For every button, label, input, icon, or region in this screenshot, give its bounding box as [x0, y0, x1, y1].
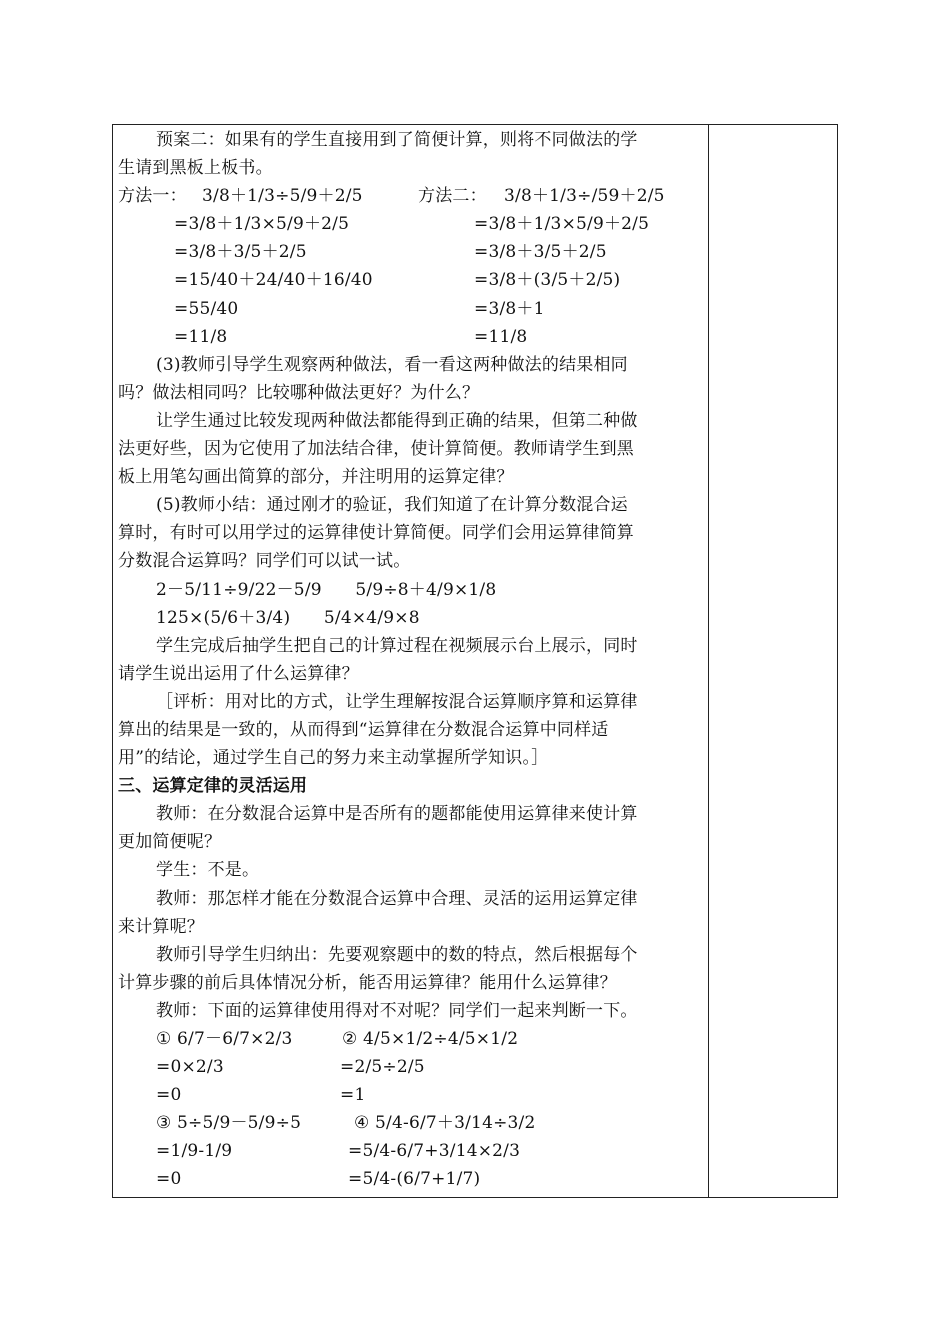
judge-expression: ① 6/7－6/7×2/3: [156, 1029, 293, 1049]
method1-step: =11/8: [174, 326, 228, 347]
judge-row: [118, 1053, 704, 1081]
text-line: (5)教师小结：通过刚才的验证，我们知道了在计算分数混合运: [156, 495, 628, 516]
judge-row: [118, 1025, 704, 1053]
method-row: [118, 323, 704, 351]
text-line: 教师：下面的运算律使用得对不对呢？同学们一起来判断一下。: [156, 1000, 638, 1021]
text-line: 让学生通过比较发现两种做法都能得到正确的结果，但第二种做: [156, 410, 638, 431]
method2-step: =3/8＋1: [474, 298, 545, 319]
text-line: 来计算呢？: [118, 916, 204, 937]
judge-row: [118, 1109, 704, 1137]
judge-step: =0×2/3: [156, 1057, 224, 1078]
exercise-line: 2－5/11÷9/22－5/9 5/9÷8＋4/9×1/8: [156, 579, 497, 600]
text-line: 请学生说出运用了什么运算律？: [118, 663, 359, 684]
judge-step: =1/9-1/9: [156, 1141, 233, 1162]
judge-step: =0: [156, 1085, 182, 1106]
judge-step: =5/4-(6/7+1/7): [348, 1169, 481, 1190]
method1-step: =15/40＋24/40＋16/40: [174, 270, 373, 291]
method1-expression: 3/8＋1/3÷5/9＋2/5: [202, 186, 363, 207]
text-line: 更加简便呢？: [118, 832, 222, 853]
text-line: 算时，有时可以用学过的运算律使计算简便。同学们会用运算律简算: [118, 523, 634, 544]
section-heading: 三、运算定律的灵活运用: [118, 776, 308, 797]
method-row: [118, 266, 704, 294]
column-divider: [708, 124, 709, 1198]
judge-step: =5/4-6/7+3/14×2/3: [348, 1141, 521, 1162]
text-line: 生请到黑板上板书。: [118, 158, 273, 179]
judge-row: [118, 1137, 704, 1165]
method2-label: 方法二：: [418, 186, 487, 207]
judge-step: =1: [340, 1085, 366, 1106]
text-line: 分数混合运算吗？同学们可以试一试。: [118, 551, 411, 572]
text-line: (3)教师引导学生观察两种做法，看一看这两种做法的结果相同: [156, 354, 628, 375]
text-line: 法更好些，因为它使用了加法结合律，使计算简便。教师请学生到黑: [118, 439, 634, 460]
judge-step: =2/5÷2/5: [340, 1057, 425, 1078]
text-line: 预案二：如果有的学生直接用到了简便计算，则将不同做法的学: [156, 130, 638, 150]
method1-step: =3/8＋1/3×5/9＋2/5: [174, 214, 350, 235]
judge-row: [118, 1165, 704, 1193]
judge-expression: ③ 5÷5/9－5/9÷5: [156, 1113, 302, 1134]
method2-expression: 3/8＋1/3÷/59＋2/5: [504, 186, 665, 207]
comment-line: 算出的结果是一致的，从而得到“运算律在分数混合运算中同样适: [118, 719, 609, 740]
method2-step: =3/8＋(3/5＋2/5): [474, 270, 621, 291]
method-row: [118, 210, 704, 238]
lesson-content: [118, 126, 704, 1194]
exercise-line: 125×(5/6＋3/4) 5/4×4/9×8: [156, 607, 420, 628]
comment-line: 用”的结论，通过学生自己的努力来主动掌握所学知识。］: [118, 748, 549, 769]
method2-step: =3/8＋1/3×5/9＋2/5: [474, 214, 650, 235]
text-line: 板上用笔勾画出简算的部分，并注明用的运算定律？: [118, 467, 514, 488]
text-line: 教师：那怎样才能在分数混合运算中合理、灵活的运用运算定律: [156, 888, 638, 909]
method2-step: =3/8＋3/5＋2/5: [474, 242, 607, 263]
method-row: [118, 238, 704, 266]
judge-expression: ② 4/5×1/2÷4/5×1/2: [342, 1029, 519, 1049]
text-line: 学生：不是。: [156, 860, 260, 881]
comment-line: ［评析：用对比的方式，让学生理解按混合运算顺序算和运算律: [156, 691, 638, 712]
judge-row: [118, 1081, 704, 1109]
text-line: 教师：在分数混合运算中是否所有的题都能使用运算律来使计算: [156, 804, 638, 825]
text-line: 教师引导学生归纳出：先要观察题中的数的特点，然后根据每个: [156, 944, 638, 965]
text-line: 计算步骤的前后具体情况分析，能否用运算律？能用什么运算律？: [118, 972, 617, 993]
method1-label: 方法一：: [118, 186, 187, 207]
text-line: 学生完成后抽学生把自己的计算过程在视频展示台上展示，同时: [156, 635, 638, 656]
method1-step: =55/40: [174, 298, 239, 319]
judge-expression: ④ 5/4-6/7＋3/14÷3/2: [354, 1113, 536, 1134]
method-row: [118, 295, 704, 323]
method2-step: =11/8: [474, 326, 528, 347]
method-row: [118, 182, 704, 210]
method1-step: =3/8＋3/5＋2/5: [174, 242, 307, 263]
judge-step: =0: [156, 1169, 182, 1190]
text-line: 吗？做法相同吗？比较哪种做法更好？为什么？: [118, 382, 480, 403]
